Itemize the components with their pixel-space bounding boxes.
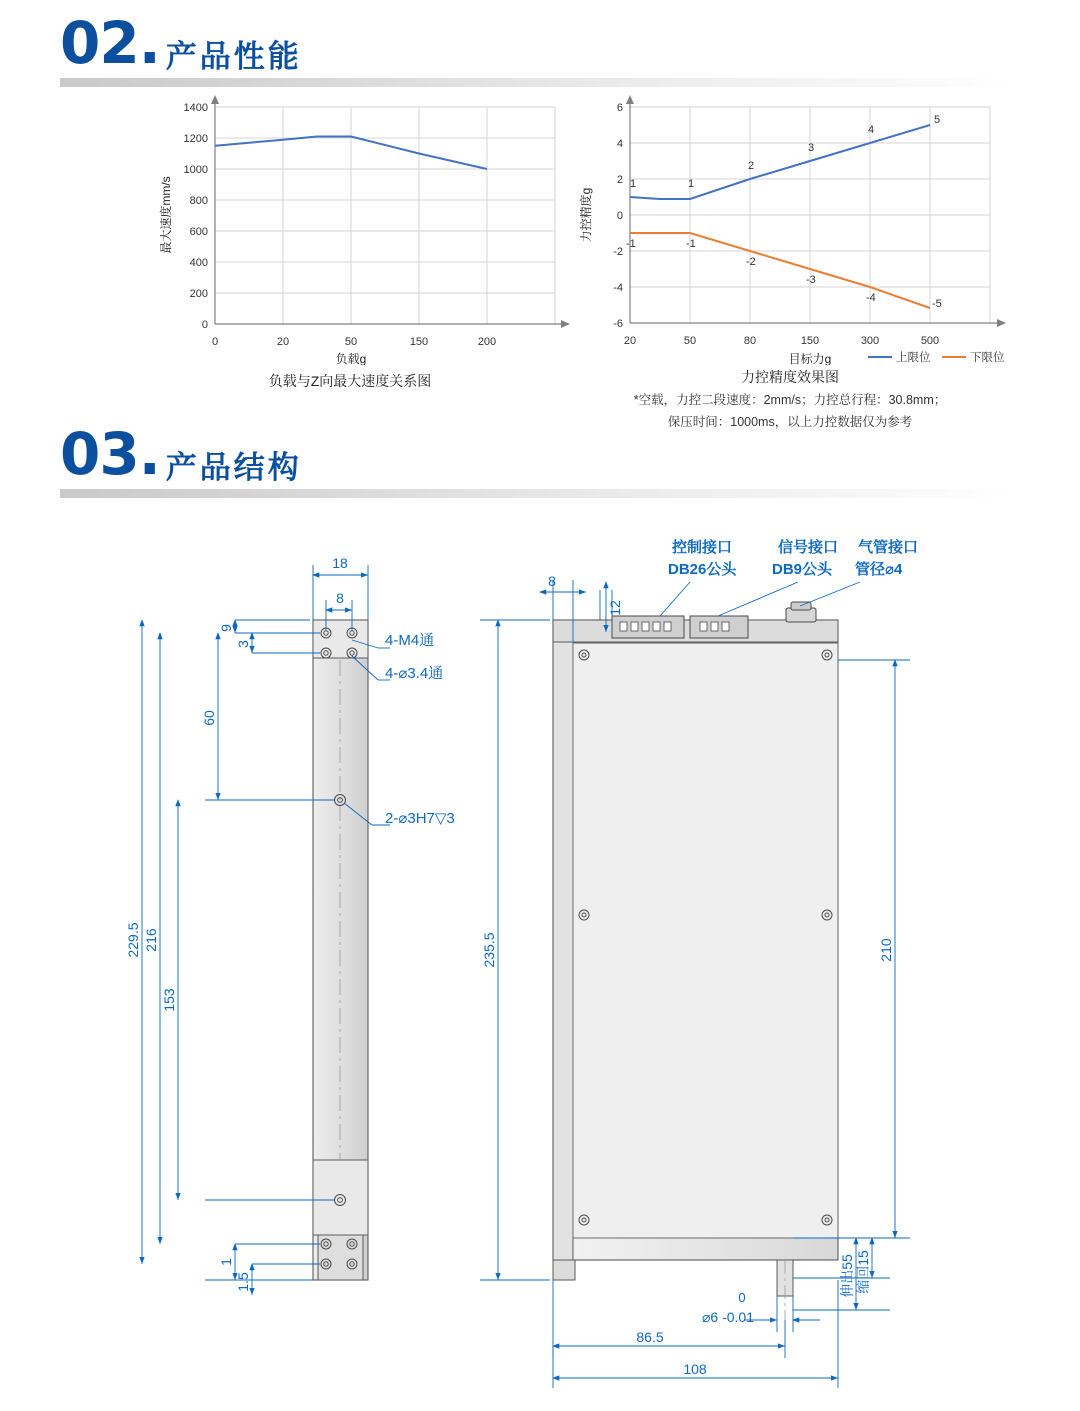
label-air-port-line2: 管径⌀4 bbox=[855, 561, 903, 578]
chart-load-speed-svg bbox=[130, 95, 570, 365]
dim-12: 12 bbox=[607, 600, 623, 616]
svg-text:-2: -2 bbox=[613, 246, 623, 258]
dim-210: 210 bbox=[878, 938, 894, 962]
section-03-title: 产品结构 bbox=[165, 450, 302, 485]
svg-text:-3: -3 bbox=[806, 274, 816, 286]
svg-text:1: 1 bbox=[630, 178, 637, 190]
callout-2-d3h7: 2-⌀3H7▽3 bbox=[385, 810, 455, 827]
svg-text:-2: -2 bbox=[746, 256, 756, 268]
label-signal-port-line1: 信号接口 bbox=[778, 539, 839, 556]
svg-text:1000: 1000 bbox=[183, 164, 208, 176]
callout-4-m4: 4-M4通 bbox=[385, 632, 435, 649]
svg-text:300: 300 bbox=[860, 335, 880, 347]
svg-text:800: 800 bbox=[189, 195, 208, 207]
chart2-xlabel: 目标力g bbox=[788, 352, 832, 365]
svg-text:200: 200 bbox=[477, 336, 497, 348]
dim-shaft-d6: ⌀6 -0.01 bbox=[701, 1309, 755, 1325]
svg-text:1: 1 bbox=[688, 178, 695, 190]
svg-text:-4: -4 bbox=[613, 282, 623, 294]
svg-text:500: 500 bbox=[920, 335, 940, 347]
dim-tolerance-top: 0 bbox=[738, 1290, 746, 1305]
chart2-caption: 力控精度效果图 bbox=[741, 369, 839, 385]
svg-text:-6: -6 bbox=[613, 318, 623, 330]
chart2-legend bbox=[868, 350, 1005, 364]
svg-text:80: 80 bbox=[743, 335, 757, 347]
label-control-port-line2: DB26公头 bbox=[668, 561, 737, 578]
label-control-port-line1: 控制接口 bbox=[672, 539, 733, 556]
product-structure-drawing bbox=[0, 520, 1080, 1400]
chart1-caption: 负载与Z向最大速度关系图 bbox=[268, 373, 432, 389]
svg-text:-4: -4 bbox=[866, 292, 876, 304]
svg-text:0: 0 bbox=[201, 319, 208, 331]
svg-text:-5: -5 bbox=[932, 298, 942, 310]
svg-text:0: 0 bbox=[616, 210, 623, 222]
svg-text:1200: 1200 bbox=[183, 133, 208, 145]
front-view bbox=[480, 538, 918, 1388]
label-signal-port-line2: DB9公头 bbox=[772, 561, 833, 578]
dim-retract: 缩回15 bbox=[855, 1250, 871, 1294]
section-02-number: 02. bbox=[60, 9, 160, 77]
dim-216: 216 bbox=[143, 928, 159, 952]
chart2-ylabel: 力控精度g bbox=[579, 187, 593, 243]
svg-text:1400: 1400 bbox=[183, 102, 208, 114]
chart1-xlabel: 负载g bbox=[335, 352, 367, 365]
svg-text:150: 150 bbox=[800, 335, 820, 347]
svg-text:4: 4 bbox=[616, 138, 623, 150]
chart-force-accuracy-svg bbox=[570, 95, 1010, 365]
svg-text:2: 2 bbox=[616, 174, 623, 186]
section-02-divider bbox=[60, 78, 1020, 87]
svg-text:3: 3 bbox=[808, 142, 815, 154]
chart2-note-line1: *空载，力控二段速度：2mm/s；力控总行程：30.8mm； bbox=[633, 393, 947, 407]
svg-text:50: 50 bbox=[344, 336, 358, 348]
svg-text:20: 20 bbox=[276, 336, 290, 348]
dim-3: 3 bbox=[235, 640, 251, 648]
dim-18: 18 bbox=[332, 555, 348, 571]
drawing-svg bbox=[0, 520, 1080, 1400]
dim-108: 108 bbox=[683, 1361, 707, 1377]
dim-1-5: 1.5 bbox=[235, 1272, 251, 1292]
svg-text:-1: -1 bbox=[686, 238, 696, 250]
dim-153: 153 bbox=[161, 988, 177, 1012]
svg-text:600: 600 bbox=[189, 226, 208, 238]
section-03-number: 03. bbox=[60, 420, 160, 488]
svg-text:5: 5 bbox=[934, 114, 941, 126]
dim-8-right: 8 bbox=[548, 573, 556, 589]
svg-text:200: 200 bbox=[189, 288, 208, 300]
legend-upper: 上限位 bbox=[896, 352, 931, 364]
chart-load-speed bbox=[130, 95, 570, 395]
section-02-title-row bbox=[60, 9, 1020, 77]
chart1-ylabel: 最大速度mm/s bbox=[159, 176, 173, 254]
dim-229-5: 229.5 bbox=[125, 922, 141, 958]
dim-1: 1 bbox=[218, 1258, 234, 1266]
side-view bbox=[125, 555, 455, 1295]
chart-force-accuracy bbox=[570, 95, 1010, 429]
section-02-header bbox=[60, 9, 1020, 87]
dim-9: 9 bbox=[218, 624, 234, 632]
svg-text:-1: -1 bbox=[626, 238, 636, 250]
chart2-note-line2: 保压时间：1000ms，以上力控数据仅为参考 bbox=[667, 414, 913, 429]
svg-text:0: 0 bbox=[211, 336, 219, 348]
svg-text:6: 6 bbox=[616, 102, 623, 114]
svg-text:50: 50 bbox=[683, 335, 697, 347]
dim-60: 60 bbox=[201, 710, 217, 726]
dim-8-left: 8 bbox=[336, 590, 344, 606]
section-03-divider bbox=[60, 489, 1020, 498]
svg-text:20: 20 bbox=[623, 335, 637, 347]
label-air-port-line1: 气管接口 bbox=[858, 539, 919, 556]
legend-lower: 下限位 bbox=[970, 352, 1005, 364]
dim-extend: 伸出55 bbox=[839, 1254, 855, 1298]
dim-86-5: 86.5 bbox=[636, 1329, 664, 1345]
svg-text:150: 150 bbox=[409, 336, 429, 348]
svg-text:2: 2 bbox=[748, 160, 755, 172]
section-02-title: 产品性能 bbox=[165, 39, 302, 74]
svg-text:4: 4 bbox=[868, 124, 875, 136]
dim-235-5: 235.5 bbox=[481, 932, 497, 968]
callout-4-d34: 4-⌀3.4通 bbox=[385, 665, 444, 682]
svg-text:400: 400 bbox=[189, 257, 208, 269]
